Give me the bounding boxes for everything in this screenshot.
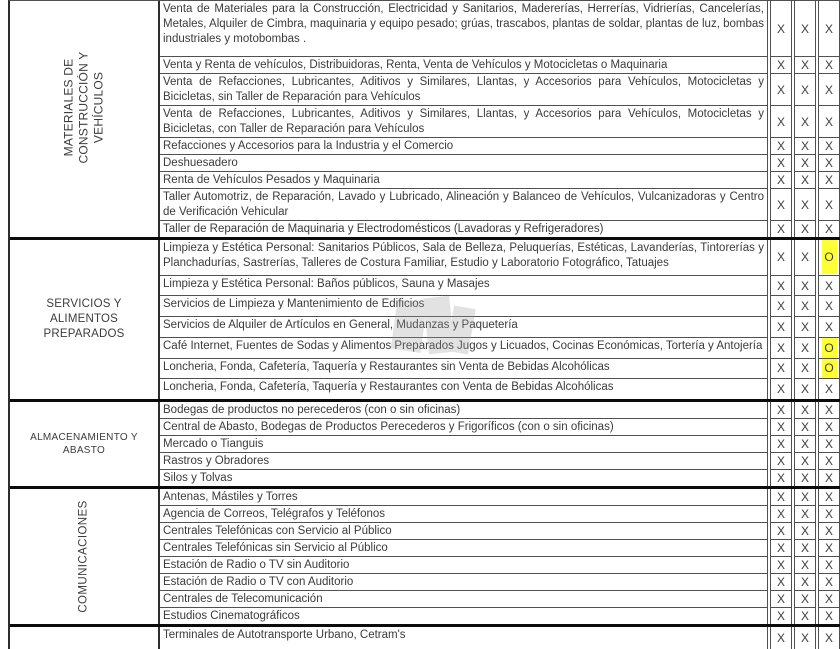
category-cell xyxy=(10,402,160,486)
mark-cell: X xyxy=(818,106,840,138)
table-row xyxy=(160,574,840,591)
category-label-line: ABASTO xyxy=(62,445,106,456)
rows-column xyxy=(160,627,840,649)
mark-cell: X xyxy=(770,523,792,540)
table-row xyxy=(160,338,840,359)
mark-cells xyxy=(768,276,840,297)
mark-cells xyxy=(768,470,840,486)
mark-cells xyxy=(768,540,840,557)
use-description-cell: Servicios de Alquiler de Artículos en General, Mudanzas y Paquetería xyxy=(160,317,768,338)
table-row xyxy=(160,296,840,317)
mark-cell: X xyxy=(770,1,792,57)
mark-cell: X xyxy=(794,57,816,74)
mark-cells xyxy=(768,523,840,540)
mark-cell: X xyxy=(794,557,816,574)
category-label xyxy=(30,431,138,457)
category-label-line: ALMACENAMIENTO Y xyxy=(30,432,138,443)
use-description-cell: Centrales de Telecomunicación xyxy=(160,591,768,608)
table-row xyxy=(160,470,840,486)
rows-column xyxy=(160,402,840,486)
category-label-line: PREPARADOS xyxy=(43,328,125,340)
mark-cell: X xyxy=(770,240,792,276)
mark-cell: X xyxy=(794,506,816,523)
mark-cell: X xyxy=(770,221,792,237)
mark-cells xyxy=(768,172,840,189)
table-row xyxy=(160,138,840,155)
mark-cells xyxy=(768,591,840,608)
mark-cell: X xyxy=(818,74,840,106)
category-cell xyxy=(10,240,160,399)
mark-cell: X xyxy=(818,189,840,221)
highlighted-mark-cell xyxy=(818,240,840,276)
use-description-cell: Venta y Renta de vehículos, Distribuidoras, Renta, Venta de Vehículos y Motocicletas o Maquinaria xyxy=(160,57,768,74)
mark-cell: X xyxy=(818,221,840,237)
category-label xyxy=(43,297,124,342)
mark-cell: X xyxy=(794,436,816,453)
category-label-line: SERVICIOS Y xyxy=(46,298,122,310)
category-label-line: COMUNICACIONES xyxy=(77,500,90,613)
mark-cell: X xyxy=(794,627,816,649)
mark-cell: X xyxy=(770,106,792,138)
mark-cell: X xyxy=(818,379,840,399)
mark-cell: X xyxy=(818,419,840,436)
mark-cells xyxy=(768,419,840,436)
table-row xyxy=(160,379,840,399)
mark-cell: X xyxy=(770,155,792,172)
mark-cell: X xyxy=(818,317,840,338)
mark-cell: X xyxy=(770,317,792,338)
table-row xyxy=(160,557,840,574)
table-row xyxy=(160,419,840,436)
use-description-cell: Refacciones y Accesorios para la Industria y el Comercio xyxy=(160,138,768,155)
table-row xyxy=(160,172,840,189)
table-row xyxy=(160,106,840,138)
use-description-cell: Antenas, Mástiles y Torres xyxy=(160,489,768,506)
use-description-cell: Venta de Refacciones, Lubricantes, Aditivos y Similares, Llantas, y Accesorios para Vehículos, Motocicletas y Bicicletas, con Taller de Reparación para Vehículos xyxy=(160,106,768,138)
mark-cells xyxy=(768,453,840,470)
mark-cells xyxy=(768,155,840,172)
mark-cell: X xyxy=(794,402,816,419)
mark-cell: X xyxy=(770,189,792,221)
mark-cell: X xyxy=(818,436,840,453)
mark-cell: X xyxy=(818,470,840,486)
mark-cells xyxy=(768,574,840,591)
mark-cell: X xyxy=(794,1,816,57)
mark-cell: X xyxy=(818,608,840,624)
mark-cell: X xyxy=(794,608,816,624)
mark-cell: X xyxy=(770,74,792,106)
use-description-cell: Centrales Telefónicas con Servicio al Público xyxy=(160,523,768,540)
mark-cell: X xyxy=(818,57,840,74)
highlight-stripe: O xyxy=(822,240,837,274)
mark-cell: X xyxy=(794,470,816,486)
table-row xyxy=(160,506,840,523)
mark-cells xyxy=(768,608,840,624)
use-description-cell: Agencia de Correos, Telégrafos y Teléfonos xyxy=(160,506,768,523)
table-section xyxy=(10,240,840,402)
use-description-cell: Taller Automotriz, de Reparación, Lavado y Lubricado, Alineación y Balanceo de Vehículos, Vulcanizadoras y Centro de Verificación Vehicular xyxy=(160,189,768,221)
table-row xyxy=(160,402,840,419)
mark-cells xyxy=(768,106,840,138)
mark-cell: X xyxy=(794,138,816,155)
mark-cells xyxy=(768,317,840,338)
mark-cells xyxy=(768,627,840,649)
mark-cell: X xyxy=(818,557,840,574)
table-row xyxy=(160,436,840,453)
table-row xyxy=(160,359,840,380)
mark-cells xyxy=(768,436,840,453)
mark-cell: X xyxy=(770,402,792,419)
highlight-stripe: O xyxy=(822,359,837,379)
mark-cell: X xyxy=(818,172,840,189)
mark-cell: X xyxy=(818,523,840,540)
mark-cells xyxy=(768,402,840,419)
highlight-stripe: O xyxy=(822,338,837,358)
use-description-cell: Deshuesadero xyxy=(160,155,768,172)
mark-cells xyxy=(768,240,840,276)
mark-cell: X xyxy=(794,74,816,106)
use-description-cell: Mercado o Tianguis xyxy=(160,436,768,453)
use-description-cell: Silos y Tolvas xyxy=(160,470,768,486)
mark-cell: X xyxy=(794,221,816,237)
mark-cells xyxy=(768,506,840,523)
mark-cell: X xyxy=(794,540,816,557)
category-label-line: MATERIALES DE CONSTRUCCIÓN Y xyxy=(61,51,91,163)
use-description-cell: Loncheria, Fonda, Cafetería, Taquería y Restaurantes con Venta de Bebidas Alcohólicas xyxy=(160,379,768,399)
mark-cell: X xyxy=(794,338,816,359)
mark-cell: X xyxy=(770,57,792,74)
mark-cells xyxy=(768,338,840,359)
use-description-cell: Servicios de Limpieza y Mantenimiento de Edificios xyxy=(160,296,768,317)
mark-cell: X xyxy=(770,138,792,155)
table-row xyxy=(160,627,840,649)
table-row xyxy=(160,57,840,74)
mark-cell: X xyxy=(770,436,792,453)
mark-cell: X xyxy=(770,453,792,470)
mark-cells xyxy=(768,379,840,399)
mark-cell: X xyxy=(794,172,816,189)
table-row xyxy=(160,453,840,470)
mark-cell: X xyxy=(818,506,840,523)
mark-cells xyxy=(768,296,840,317)
table-row xyxy=(160,591,840,608)
mark-cell: X xyxy=(818,138,840,155)
mark-cell: X xyxy=(794,523,816,540)
table-row xyxy=(160,221,840,237)
mark-cell: X xyxy=(770,506,792,523)
mark-cell: X xyxy=(794,359,816,380)
mark-cell: X xyxy=(794,419,816,436)
mark-cell: X xyxy=(770,359,792,380)
mark-cells xyxy=(768,557,840,574)
mark-cell: X xyxy=(818,627,840,649)
use-description-cell: Estudios Cinematográficos xyxy=(160,608,768,624)
mark-cell: X xyxy=(770,591,792,608)
mark-cell: X xyxy=(770,470,792,486)
mark-cell: X xyxy=(818,591,840,608)
mark-cell: X xyxy=(794,276,816,297)
table-row xyxy=(160,155,840,172)
mark-cell: X xyxy=(770,276,792,297)
rows-column xyxy=(160,489,840,624)
mark-cell: X xyxy=(794,106,816,138)
highlighted-mark-cell xyxy=(818,359,840,380)
table-row xyxy=(160,540,840,557)
mark-cells xyxy=(768,74,840,106)
mark-cell: X xyxy=(794,317,816,338)
table-row xyxy=(160,317,840,338)
category-cell xyxy=(10,627,160,649)
use-description-cell: Limpieza y Estética Personal: Baños públicos, Sauna y Masajes xyxy=(160,276,768,297)
mark-cells xyxy=(768,138,840,155)
use-description-cell: Venta de Materiales para la Construcción, Electricidad y Sanitarios, Madererías, Herrerías, Vidrierías, Cancelerías, Metales, Alquiler de Cimbra, maquinaria y equipo pesado; grúas, trascabos, plantas de soldar, plantas de luz, bombas industriales y motobombas . xyxy=(160,1,768,57)
mark-cells xyxy=(768,57,840,74)
mark-cell: X xyxy=(770,608,792,624)
category-label-line: VEHÍCULOS xyxy=(91,71,106,143)
mark-cell: X xyxy=(818,276,840,297)
mark-cell: X xyxy=(818,453,840,470)
mark-cell: X xyxy=(770,296,792,317)
mark-cell: X xyxy=(770,627,792,649)
use-description-cell: Venta de Refacciones, Lubricantes, Aditivos y Similares, Llantas, y Accesorios para Vehículos, Motocicletas y Bicicletas, sin Taller de Reparación para Vehículos xyxy=(160,74,768,106)
mark-cell: X xyxy=(794,296,816,317)
table-section xyxy=(10,627,840,649)
mark-cell: X xyxy=(794,574,816,591)
mark-cell: X xyxy=(818,155,840,172)
mark-cell: X xyxy=(794,155,816,172)
use-description-cell: Taller de Reparación de Maquinaria y Electrodomésticos (Lavadoras y Refrigeradores) xyxy=(160,221,768,237)
mark-cell: X xyxy=(794,453,816,470)
mark-cell: X xyxy=(818,296,840,317)
use-description-cell: Loncheria, Fonda, Cafetería, Taquería y Restaurantes sin Venta de Bebidas Alcohólicas xyxy=(160,359,768,380)
table-row xyxy=(160,1,840,57)
use-description-cell: Café Internet, Fuentes de Sodas y Alimentos Preparados Jugos y Licuados, Cocinas Económicas, Tortería y Antojería xyxy=(160,338,768,359)
mark-cell: X xyxy=(770,172,792,189)
mark-cell: X xyxy=(770,557,792,574)
mark-cell: X xyxy=(770,419,792,436)
land-use-table xyxy=(8,0,840,649)
highlighted-mark-cell xyxy=(818,338,840,359)
mark-cell: X xyxy=(770,574,792,591)
mark-cell: X xyxy=(818,489,840,506)
mark-cell: X xyxy=(818,540,840,557)
table-section xyxy=(10,1,840,240)
mark-cell: X xyxy=(794,489,816,506)
mark-cell: X xyxy=(818,1,840,57)
mark-cell: X xyxy=(794,189,816,221)
table-row xyxy=(160,523,840,540)
mark-cells xyxy=(768,221,840,237)
mark-cells xyxy=(768,359,840,380)
use-description-cell: Bodegas de productos no perecederos (con o sin oficinas) xyxy=(160,402,768,419)
mark-cells xyxy=(768,189,840,221)
rows-column xyxy=(160,1,840,237)
use-description-cell: Estación de Radio o TV sin Auditorio xyxy=(160,557,768,574)
mark-cell: X xyxy=(818,402,840,419)
mark-cell: X xyxy=(794,379,816,399)
mark-cell: X xyxy=(794,591,816,608)
mark-cell: X xyxy=(818,574,840,591)
category-label-line: ALIMENTOS xyxy=(49,313,119,325)
use-description-cell: Central de Abasto, Bodegas de Productos Perecederos y Frigoríficos (con o sin oficinas) xyxy=(160,419,768,436)
mark-cell: X xyxy=(770,379,792,399)
mark-cell: X xyxy=(770,338,792,359)
use-description-cell: Limpieza y Estética Personal: Sanitarios Públicos, Sala de Belleza, Peluquerías, Estéticas, Lavanderías, Tintorerías y Planchadurías, Sastrerías, Talleres de Costura Familiar, Estudio y Laboratorio Fotográfico, Tatuajes xyxy=(160,240,768,276)
use-description-cell: Terminales de Autotransporte Urbano, Cetram's xyxy=(160,627,768,649)
table-row xyxy=(160,240,840,276)
mark-cell: X xyxy=(770,489,792,506)
table-row xyxy=(160,74,840,106)
table-row xyxy=(160,189,840,221)
table-section xyxy=(10,402,840,489)
category-cell xyxy=(10,489,160,624)
rows-column xyxy=(160,240,840,399)
category-label xyxy=(77,500,92,612)
table-row xyxy=(160,608,840,624)
mark-cell: X xyxy=(770,540,792,557)
mark-cells xyxy=(768,1,840,57)
table-row xyxy=(160,276,840,297)
table-row xyxy=(160,489,840,506)
category-cell xyxy=(10,1,160,237)
use-description-cell: Rastros y Obradores xyxy=(160,453,768,470)
category-label xyxy=(62,33,107,181)
mark-cell: X xyxy=(794,240,816,276)
mark-cells xyxy=(768,489,840,506)
use-description-cell: Renta de Vehículos Pesados y Maquinaria xyxy=(160,172,768,189)
table-section xyxy=(10,489,840,627)
use-description-cell: Centrales Telefónicas sin Servicio al Público xyxy=(160,540,768,557)
use-description-cell: Estación de Radio o TV con Auditorio xyxy=(160,574,768,591)
